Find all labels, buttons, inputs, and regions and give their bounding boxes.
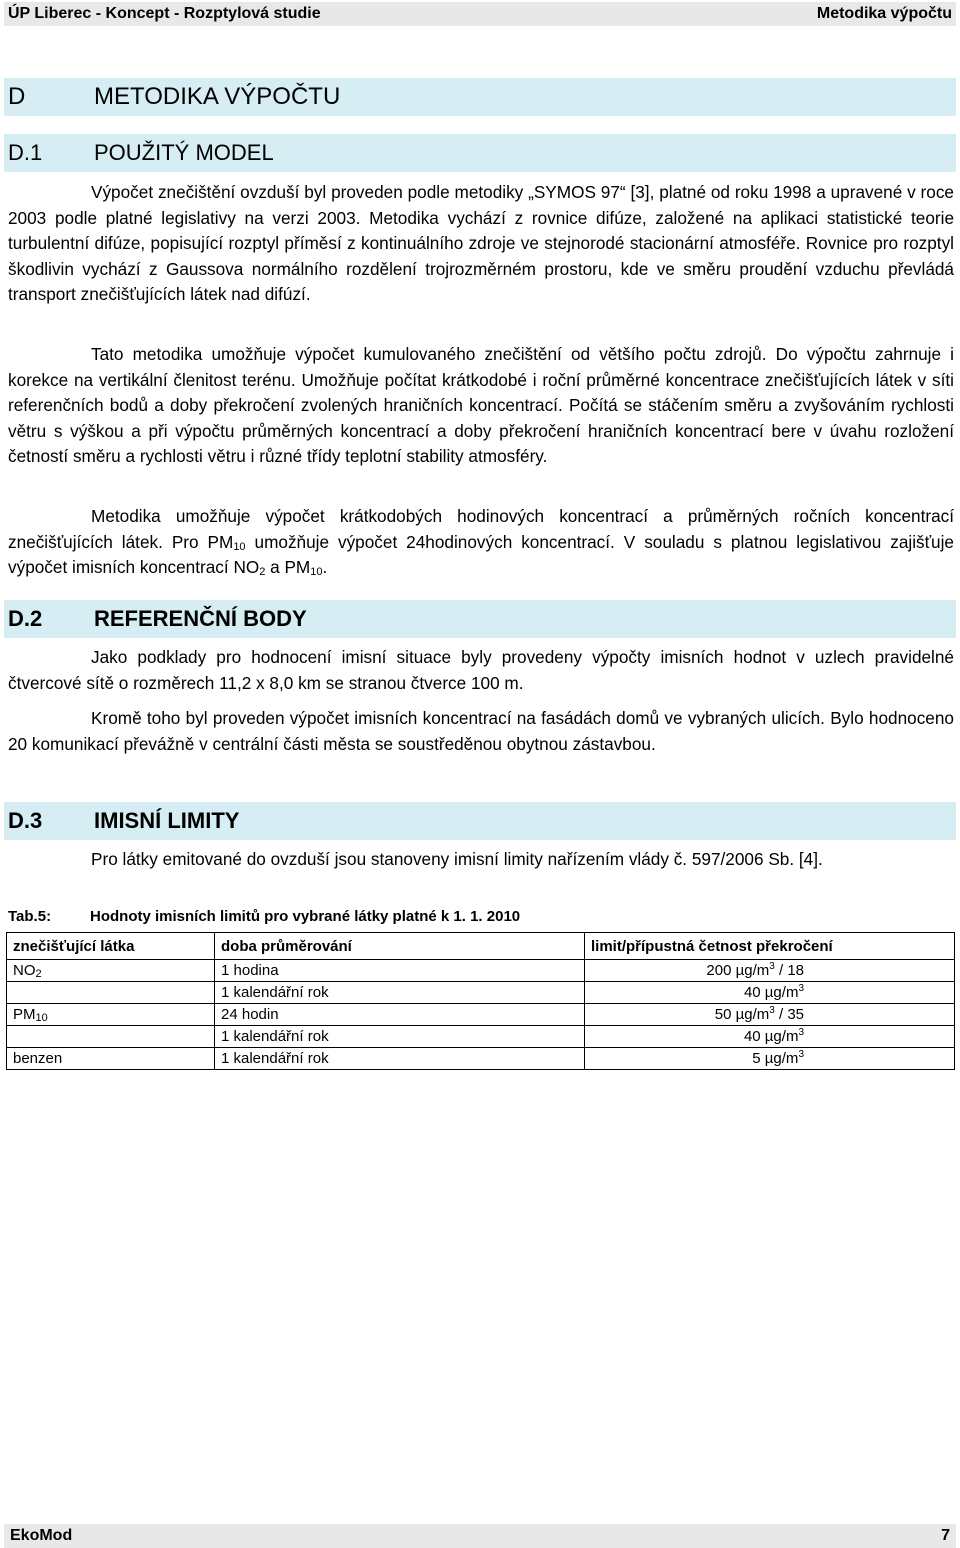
column-header: doba průměrování — [215, 933, 585, 960]
table-row — [7, 1004, 955, 1026]
limit-cell — [585, 1004, 955, 1026]
subscript: 2 — [35, 968, 42, 980]
substance-name: PM — [13, 1006, 36, 1023]
header-title: ÚP Liberec - Koncept - Rozptylová studie — [8, 5, 321, 22]
page-header — [4, 2, 956, 26]
subscript: 2 — [259, 566, 266, 579]
limit-value: 40 µg/m — [743, 1028, 799, 1045]
paragraph — [8, 645, 954, 696]
exceedance-count: / 35 — [774, 1006, 804, 1023]
section-number: D.3 — [8, 808, 43, 833]
limit-cell — [585, 1048, 955, 1070]
paragraph — [8, 342, 954, 470]
section-title: POUŽITÝ MODEL — [94, 140, 274, 165]
subscript: 10 — [310, 566, 323, 579]
substance-name: benzen — [13, 1050, 63, 1067]
paragraph-text — [8, 504, 954, 581]
period-cell: 1 kalendářní rok — [215, 1026, 585, 1048]
table-row — [7, 1026, 955, 1048]
column-header: znečišťující látka — [7, 933, 215, 960]
table-header-row — [7, 933, 955, 960]
paragraph — [8, 180, 954, 308]
caption-text: Hodnoty imisních limitů pro vybrané látky platné k 1. 1. 2010 — [90, 908, 521, 925]
text-run: Metodika umožňuje výpočet krátkodobých hodinových koncentrací a průměrných ročních koncentrací znečišťujících látek. Pro PM — [8, 506, 954, 552]
section-heading-d3 — [4, 802, 956, 840]
paragraph — [8, 706, 954, 757]
substance-name: NO — [13, 962, 36, 979]
footer-company: EkoMod — [10, 1527, 73, 1544]
table-row — [7, 982, 955, 1004]
period-cell: 1 kalendářní rok — [215, 1048, 585, 1070]
period-cell: 24 hodin — [215, 1004, 585, 1026]
section-heading-d1 — [4, 134, 956, 172]
paragraph-text: Tato metodika umožňuje výpočet kumulovaného znečištění od většího počtu zdrojů. Do výpočtu zahrnuje i korekce na vertikální členitost terénu. Umožňuje počítat krátkodobé i roční průměrné koncentrace znečišťujících látek v síti referenčních bodů a doby překročení zvolených hraničních koncentrací. Počítá se stáčením směru a zvyšováním rychlosti větru s výškou a při výpočtu průměrných koncentrací a doby překročení hraničních koncentrací bere v úvahu rozložení četností směru a rychlosti větru i různé třídy teplotní stability atmosféry. — [8, 344, 954, 467]
table-caption — [8, 908, 954, 925]
period-cell: 1 kalendářní rok — [215, 982, 585, 1004]
text-run: . — [322, 557, 328, 578]
substance-cell — [7, 1004, 215, 1026]
page-number: 7 — [941, 1527, 950, 1544]
caption-label: Tab.5: — [8, 908, 52, 925]
section-number: D.1 — [8, 140, 43, 165]
section-number: D.2 — [8, 606, 43, 631]
paragraph — [8, 847, 954, 873]
page-footer — [4, 1524, 956, 1548]
section-title: REFERENČNÍ BODY — [94, 606, 307, 631]
limits-table — [6, 932, 955, 1070]
table-row — [7, 1048, 955, 1070]
section-number: D — [8, 83, 26, 110]
header-chapter: Metodika výpočtu — [816, 5, 952, 22]
limit-value: 200 µg/m — [706, 962, 770, 979]
limit-cell — [585, 960, 955, 982]
paragraph-text: Kromě toho byl proveden výpočet imisních koncentrací na fasádách domů ve vybraných ulicích. Bylo hodnoceno 20 komunikací převážně v centrální části města se soustředěnou obytnou zástavbou. — [8, 708, 954, 754]
exceedance-count: / 18 — [774, 962, 804, 979]
section-heading-d — [4, 78, 956, 116]
limit-value: 40 µg/m — [743, 984, 799, 1001]
section-title: METODIKA VÝPOČTU — [94, 83, 341, 110]
superscript: 3 — [769, 1005, 775, 1016]
substance-cell — [7, 960, 215, 982]
text-run: umožňuje výpočet 24hodinových koncentrací. V souladu s platnou legislativou zajišťuje výpočet imisních koncentrací NO — [8, 531, 954, 578]
limit-cell — [585, 982, 955, 1004]
paragraph-text: Výpočet znečištění ovzduší byl proveden podle metodiky „SYMOS 97“ [3], platné od roku 1998 a upravené v roce 2003 podle platné legislativy na verzi 2003. Metodika vychází z rovnice difúze, založené na aplikaci statistické teorie turbulentní difúze, popisující rozptyl příměsí z kontinuálního zdroje ve stejnorodé stacionární atmosféře. Rovnice pro rozptyl škodlivin vychází z Gaussova normálního rozdělení trojrozměrném prostoru, kde ve směru proudění vzduchu převládá transport znečišťujících látek nad difúzí. — [8, 182, 954, 305]
substance-cell — [7, 982, 215, 1004]
superscript: 3 — [769, 961, 775, 972]
paragraph-text: Jako podklady pro hodnocení imisní situace byly provedeny výpočty imisních hodnot v uzlech pravidelné čtvercové sítě o rozměrech 11,2 x 8,0 km se stranou čtverce 100 m. — [8, 647, 954, 693]
superscript: 3 — [798, 1049, 804, 1060]
superscript: 3 — [798, 983, 804, 994]
subscript: 10 — [233, 540, 246, 553]
paragraph-text: Pro látky emitované do ovzduší jsou stanoveny imisní limity nařízením vlády č. 597/2006 Sb. [4]. — [91, 849, 823, 869]
column-header: limit/přípustná četnost překročení — [585, 933, 955, 960]
paragraph — [8, 504, 954, 581]
text-run: a PM — [265, 557, 311, 578]
substance-cell — [7, 1048, 215, 1070]
table-row — [7, 960, 955, 982]
substance-cell — [7, 1026, 215, 1048]
period-cell: 1 hodina — [215, 960, 585, 982]
superscript: 3 — [798, 1027, 804, 1038]
limit-value: 5 µg/m — [752, 1050, 799, 1067]
limit-value: 50 µg/m — [714, 1006, 770, 1023]
subscript: 10 — [35, 1012, 48, 1024]
limit-cell — [585, 1026, 955, 1048]
section-title: IMISNÍ LIMITY — [94, 808, 240, 833]
section-heading-d2 — [4, 600, 956, 638]
